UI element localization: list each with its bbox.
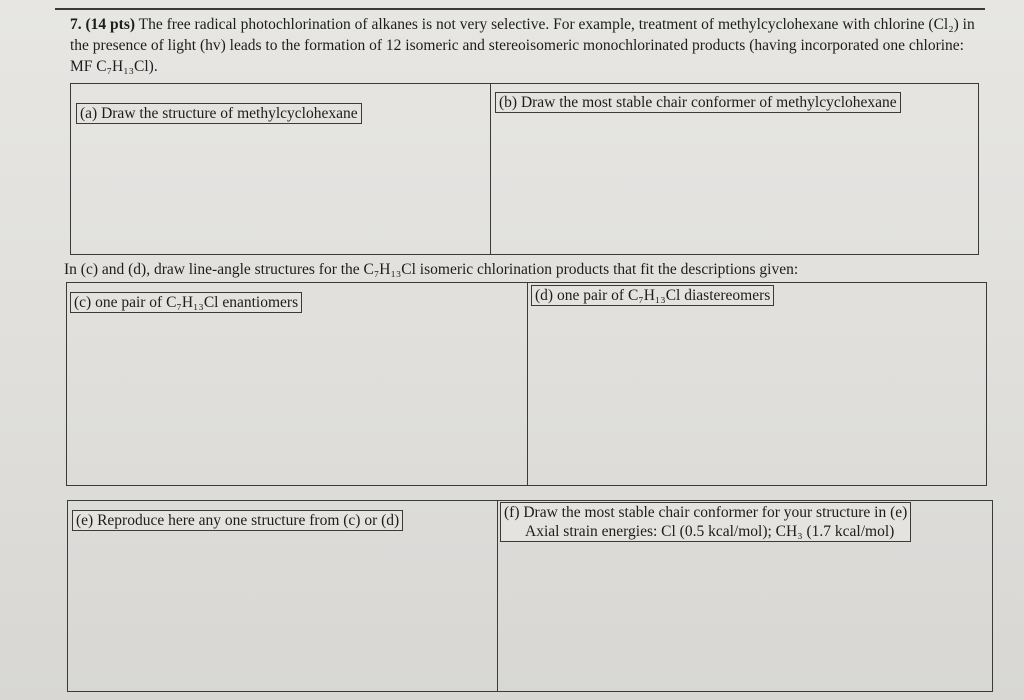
instruction-text: In (c) and (d), draw line-angle structures for the C₇H₁₃Cl isomeric chlorination products that fit the descriptions given: [64, 261, 799, 278]
part-c-label: (c) one pair of C₇H₁₃Cl enantiomers [70, 292, 302, 313]
divider-cd [527, 282, 528, 486]
question-points: (14 pts) [85, 16, 136, 33]
question-number: 7. [70, 16, 82, 33]
top-rule [55, 8, 985, 10]
part-e-label: (e) Reproduce here any one structure from (c) or (d) [72, 510, 403, 531]
part-d-label: (d) one pair of C₇H₁₃Cl diastereomers [531, 285, 774, 306]
question-text: The free radical photochlorination of alkanes is not very selective. For example, treatment of methylcyclohexane with chlorine (Cl₂) in the presence of light (hv) leads to the formation of 12 isomeric and stereoisomeric monochlorinated products (having incorporated one chlorine: MF C₇H₁₃Cl). [70, 16, 975, 75]
question-7-prompt [70, 14, 982, 77]
part-b-label: (b) Draw the most stable chair conformer of methylcyclohexane [495, 92, 901, 113]
part-a-label: (a) Draw the structure of methylcyclohexane [76, 103, 362, 124]
divider-ab [490, 83, 491, 255]
part-f-line2: Axial strain energies: Cl (0.5 kcal/mol); CH₃ (1.7 kcal/mol) [525, 523, 895, 540]
part-f-line1: (f) Draw the most stable chair conformer for your structure in (e) [504, 504, 908, 521]
part-f-label [500, 502, 911, 542]
divider-ef [497, 500, 498, 692]
